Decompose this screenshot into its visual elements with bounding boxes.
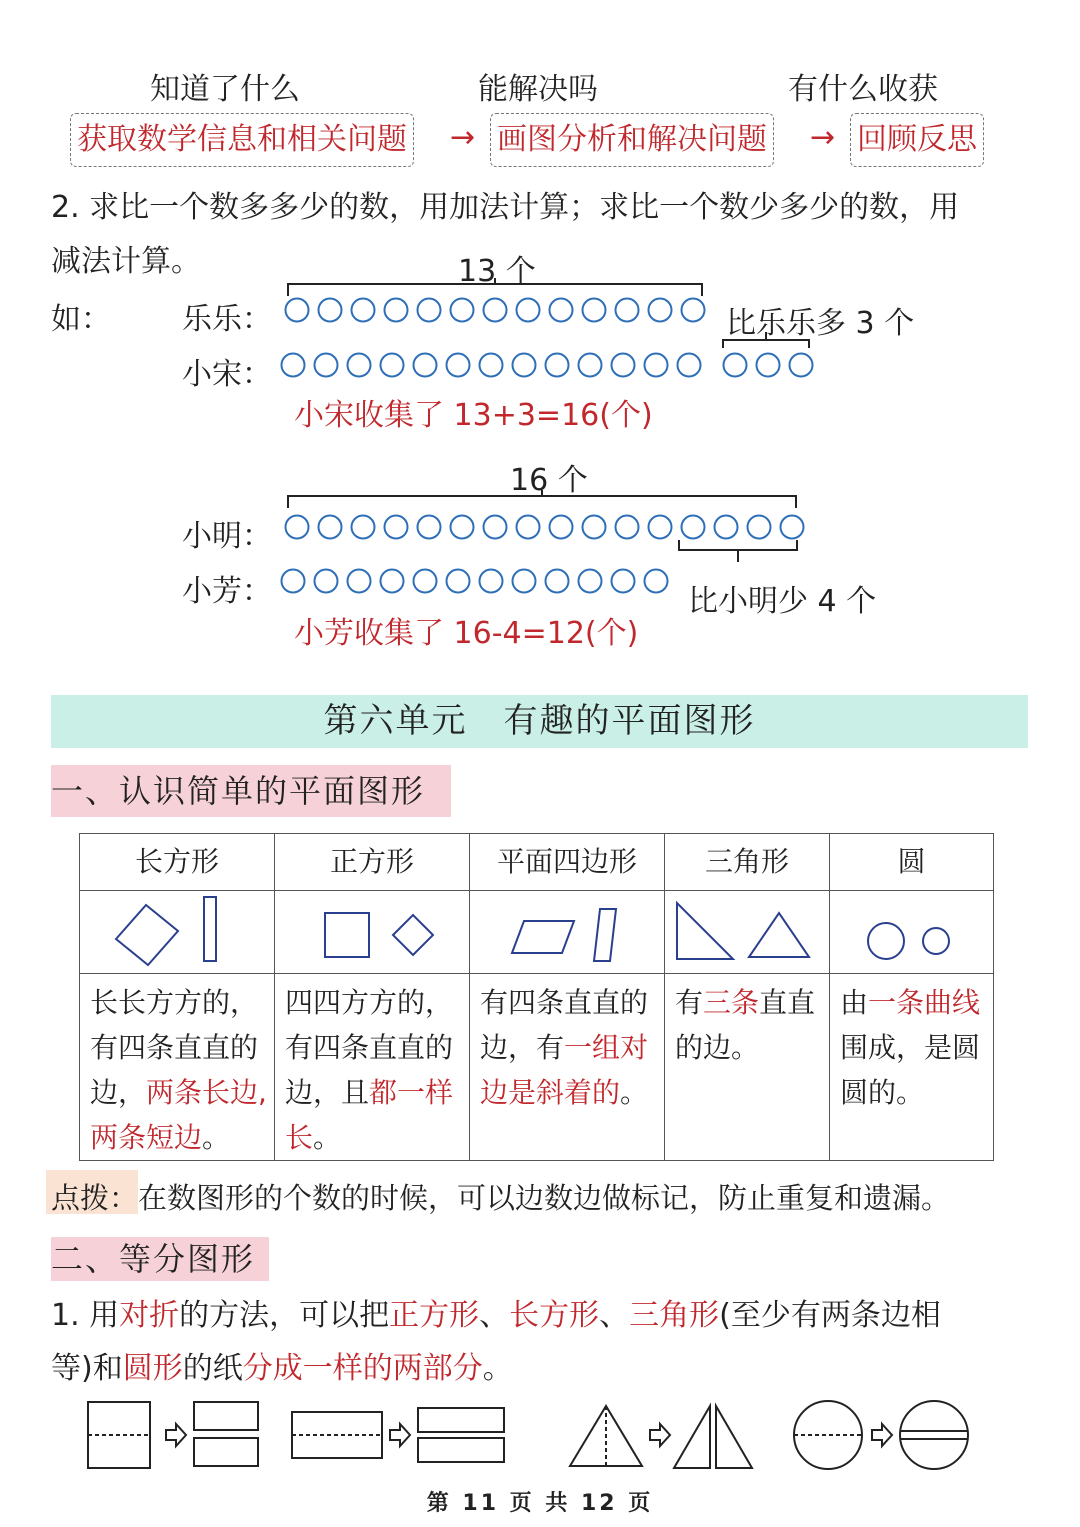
diagram1-row1-circle	[550, 299, 573, 322]
diagram1-row1-circle	[682, 299, 705, 322]
diagram2-row1-circle	[451, 516, 474, 539]
diagram2-row2-circle	[414, 570, 437, 593]
flow-header-1: 知道了什么	[150, 72, 300, 107]
diagram1-extra-circle	[757, 354, 780, 377]
diagram2-less-label: 比小明少 4 个	[688, 584, 877, 619]
point1-line2	[51, 1343, 513, 1387]
diagram1-extra-circles	[722, 352, 821, 382]
shapes-table	[79, 833, 994, 1161]
diagram1-extra-brace	[720, 330, 812, 348]
diagram1-row1-circle	[484, 299, 507, 322]
diagram2-row1-circle	[319, 516, 342, 539]
diagram1-row2-name: 小宋：	[182, 357, 272, 392]
diagram2-row1-circle	[748, 516, 771, 539]
section2-title: 二、等分图形	[51, 1237, 269, 1281]
diagram2-row1-circle	[286, 516, 309, 539]
diagram1-row1-name: 乐乐：	[182, 302, 272, 337]
tip-text: 在数图形的个数的时候，可以边数边做标记，防止重复和遗漏。	[138, 1181, 951, 1215]
diagram1-row1-circle	[583, 299, 606, 322]
diagram2-row2-circle	[348, 570, 371, 593]
square-figure-cell	[275, 891, 470, 974]
p1l1-segment: 对折	[119, 1298, 180, 1333]
diagram1-row1-circle	[649, 299, 672, 322]
p1l2-segment: 圆形	[122, 1351, 183, 1386]
diagram1-row1-circle	[517, 299, 540, 322]
diagram2-row1-circle	[352, 516, 375, 539]
diagram1-row1-circle	[385, 299, 408, 322]
diagram1-row1-circles	[284, 297, 713, 327]
circle-figure-cell	[830, 891, 994, 974]
diagram1-row2-circle	[546, 354, 569, 377]
diagram2-row2-circle	[645, 570, 668, 593]
flow-step-1: 获取数学信息和相关问题	[70, 113, 414, 167]
unit-title: 第六单元 有趣的平面图形	[51, 695, 1028, 748]
p1l2-segment: 的纸	[182, 1351, 243, 1386]
diagram1-row2-circle	[282, 354, 305, 377]
flow-arrow-2: →	[810, 120, 836, 155]
point2-line2: 减法计算。	[51, 244, 201, 279]
diagram1-row2-circle	[480, 354, 503, 377]
p1l1-segment: 三角形	[629, 1298, 720, 1333]
diagram1-row2-circle	[381, 354, 404, 377]
tip-label: 点拨：	[51, 1181, 139, 1215]
diagram1-row2-circle	[513, 354, 536, 377]
shape-header-parallelogram: 平面四边形	[470, 834, 665, 891]
diagram2-row1-circle	[484, 516, 507, 539]
diagram1-result: 小宋收集了 13+3=16(个)	[294, 398, 653, 433]
parallelogram-figure-cell	[470, 891, 665, 974]
diagram1-row1-circle	[451, 299, 474, 322]
diagram1-row1-circle	[418, 299, 441, 322]
rectangle-description: 长长方方的，有四条直直的边，两条长边,两条短边。	[80, 974, 275, 1161]
shape-header-rectangle: 长方形	[80, 834, 275, 891]
square-figure	[275, 891, 469, 969]
diagram2-row2-circle	[612, 570, 635, 593]
diagram1-row2-circles	[280, 352, 709, 382]
shape-header-circle: 圆	[830, 834, 994, 891]
shape-header-square: 正方形	[275, 834, 470, 891]
diagram1-row2-circle	[579, 354, 602, 377]
p1l1-segment: 、	[599, 1298, 630, 1333]
parallelogram-description: 有四条直直的边，有一组对边是斜着的。	[470, 974, 665, 1161]
diagram2-row1-circle	[781, 516, 804, 539]
parallelogram-figure	[470, 891, 664, 969]
circle-description: 由一条曲线围成，是圆圆的。	[830, 974, 994, 1161]
triangle-figure	[665, 891, 829, 969]
diagram2-row2-circle	[447, 570, 470, 593]
diagram1-row2-circle	[447, 354, 470, 377]
diagram2-row1-circle	[682, 516, 705, 539]
diagram2-row1-circle	[583, 516, 606, 539]
p1l2-segment: 。	[482, 1351, 513, 1386]
diagram2-row2-circle	[513, 570, 536, 593]
flow-header-3: 有什么收获	[788, 72, 938, 107]
diagram2-less-brace	[676, 538, 800, 564]
flow-step-2: 画图分析和解决问题	[490, 113, 774, 167]
point1-line1	[51, 1290, 941, 1334]
section1-title: 一、认识简单的平面图形	[51, 765, 451, 817]
diagram1-row2-circle	[678, 354, 701, 377]
diagram2-row1-circle	[418, 516, 441, 539]
p1l2-segment: 等)和	[51, 1351, 123, 1386]
diagram1-row2-circle	[414, 354, 437, 377]
p1l1-segment: 1. 用	[51, 1298, 120, 1333]
diagram2-result: 小芳收集了 16-4=12(个)	[294, 616, 639, 651]
circle-figure	[830, 891, 993, 969]
rectangle-figure-cell	[80, 891, 275, 974]
diagram1-total-brace	[280, 278, 710, 298]
p1l1-segment: 、	[479, 1298, 510, 1333]
diagram1-row2-circle	[612, 354, 635, 377]
diagram2-row2-circle	[282, 570, 305, 593]
diagram1-extra-circle	[790, 354, 813, 377]
diagram1-row2-circle	[348, 354, 371, 377]
diagram2-row1-circle	[517, 516, 540, 539]
p1l1-segment: 正方形	[389, 1298, 480, 1333]
diagram1-total-label: 13 个	[458, 254, 536, 289]
diagram2-row1-circle	[649, 516, 672, 539]
rectangle-figure	[80, 891, 274, 969]
diagram2-row2-circle	[546, 570, 569, 593]
diagram1-row2-circle	[645, 354, 668, 377]
diagram2-row2-circle	[315, 570, 338, 593]
diagram2-row2-circle	[480, 570, 503, 593]
diagram2-row1-circle	[715, 516, 738, 539]
flow-step-3: 回顾反思	[850, 113, 984, 167]
p1l1-segment: (至少有两条边相	[719, 1298, 941, 1333]
diagram2-row1-circle	[550, 516, 573, 539]
diagram2-row1-circle	[385, 516, 408, 539]
diagram2-row1-name: 小明：	[182, 519, 272, 554]
triangle-figure-cell	[665, 891, 830, 974]
example-prefix: 如：	[51, 302, 111, 337]
p1l2-segment: 分成一样的两部分	[242, 1351, 483, 1386]
square-description: 四四方方的，有四条直直的边，且都一样长。	[275, 974, 470, 1161]
diagram2-row2-circle	[579, 570, 602, 593]
page-footer: 第 11 页 共 12 页	[426, 1491, 654, 1516]
diagram2-row1-circle	[616, 516, 639, 539]
point2-line1: 2. 求比一个数多多少的数，用加法计算；求比一个数少多少的数，用	[51, 190, 960, 225]
diagram1-extra-circle	[724, 354, 747, 377]
diagram2-row2-circles	[280, 568, 676, 598]
p1l1-segment: 的方法，可以把	[179, 1298, 390, 1333]
flow-header-2: 能解决吗	[478, 72, 598, 107]
diagram2-row2-name: 小芳：	[182, 574, 272, 609]
folding-figures	[80, 1396, 980, 1476]
shape-header-triangle: 三角形	[665, 834, 830, 891]
diagram1-row1-circle	[319, 299, 342, 322]
diagram1-row2-circle	[315, 354, 338, 377]
diagram1-row1-circle	[616, 299, 639, 322]
diagram2-total-brace	[282, 490, 802, 510]
tip	[51, 1176, 950, 1217]
diagram1-row1-circle	[352, 299, 375, 322]
diagram1-extra-label: 比乐乐多 3 个	[726, 306, 915, 341]
diagram2-total-label: 16 个	[510, 463, 588, 498]
flow-arrow-1: →	[450, 120, 476, 155]
triangle-description: 有三条直直的边。	[665, 974, 830, 1161]
p1l1-segment: 长方形	[509, 1298, 600, 1333]
diagram2-row2-circle	[381, 570, 404, 593]
diagram1-row1-circle	[286, 299, 309, 322]
